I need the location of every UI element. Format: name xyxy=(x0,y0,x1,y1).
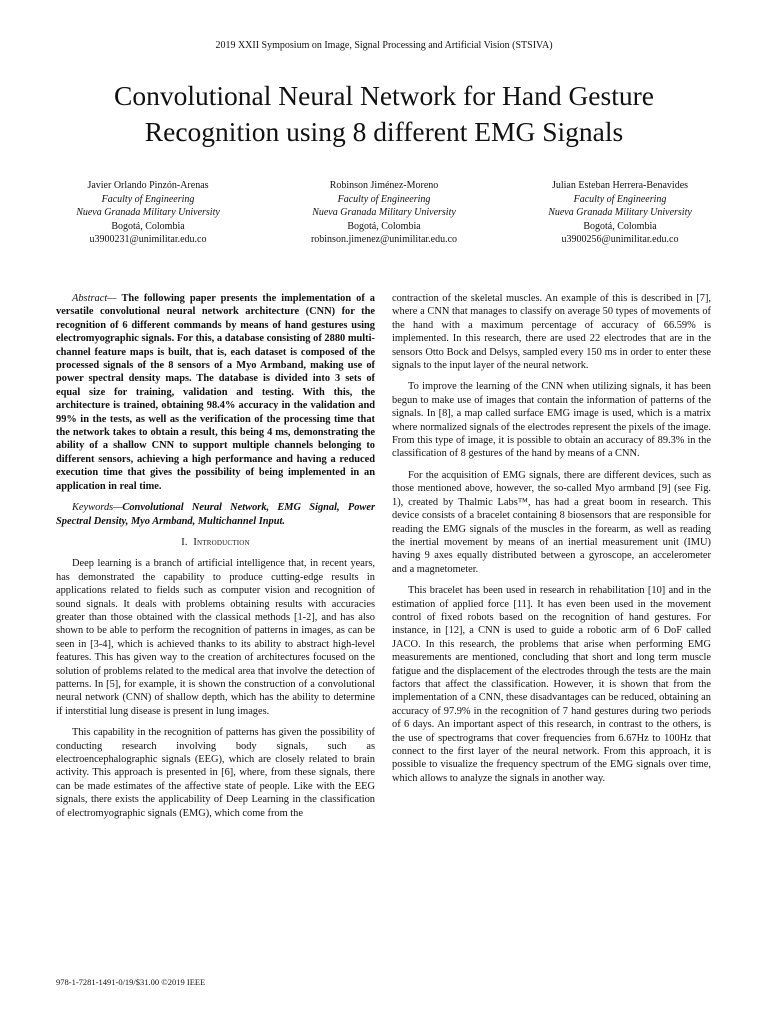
author-name: Julian Esteban Herrera-Benavides xyxy=(551,180,689,191)
body-paragraph: Deep learning is a branch of artificial intelligence that, in recent years, has demonstrated the capability to produce cutting-edge results in applications related to fields such as computer vision and recognition of sound signals. It deals with problems obtaining results with accuracies greater than those obtained with the classical methods [1-2], and has also shown to be able to perform the recognition of patterns in images, as can be seen in [3-4], which is achieved thanks to its ability to abstract high-level features. This has given way to the creation of architectures focused on the solution of problems related to the medical area that involve the detection of patterns. In [5], for example, it is shown the construction of a convolutional neural network (CNN) of shallow depth, which has the ability to determine if interstitial lung disease is present in lung images. xyxy=(56,558,375,717)
copyright-footer: 978-1-7281-1491-0/19/$31.00 ©2019 IEEE xyxy=(56,977,206,987)
author-email[interactable]: u3900231@unimilitar.edu.co xyxy=(89,234,207,246)
body-paragraph: This capability in the recognition of patterns has given the possibility of conducting research involving body signals, such as electroencephalographic signals (EEG), which are closely related to brain activity. This approach is presented in [6], where, from these signals, there can be made estimates of the affective state of people. Like with the EEG signals, there exists the applicability of Deep Learning in the classification of electromyographic signals (EMG), which come from the xyxy=(56,727,375,819)
author-block xyxy=(30,179,738,247)
author-city: Bogotá, Colombia xyxy=(111,220,185,232)
body-paragraph: For the acquisition of EMG signals, there are different devices, such as those mentioned above, however, the so-called Myo armband [9] (see Fig. 1), created by Thalmic Labs™, has had a great boom in research. This device consists of a bracelet containing 8 biosensors that are responsible for reading the EMG signals of the muscles in the forearm, as well as reading the inertial movement by means of an inertial measurement unit (IMU) having 9 axes equally distributed between a gyroscope, an accelerometer and a magnetometer. xyxy=(392,469,711,575)
conference-header: 2019 XXII Symposium on Image, Signal Processing and Artificial Vision (STSIVA) xyxy=(215,40,553,51)
author-email[interactable]: robinson.jimenez@unimilitar.edu.co xyxy=(310,234,458,246)
author-email[interactable]: u3900256@unimilitar.edu.co xyxy=(561,234,679,246)
author-city: Bogotá, Colombia xyxy=(583,220,657,232)
keywords xyxy=(56,501,375,528)
title-line-1: Convolutional Neural Network for Hand Gesture xyxy=(114,80,654,111)
section-heading-introduction: I. Introduction xyxy=(181,536,250,548)
abstract-text: The following paper presents the implementation of a versatile convolutional neural network architecture (CNN) for the recognition of 6 different commands by means of hand gestures using electromyographic signals. For this, a database consisting of 2880 multi-channel feature maps is built, that is, each dataset is composed of the processed signals of the 8 sensors of a Myo Armband, making use of power spectral density maps. The database is divided into 3 sets of equal size for training, validation and testing. With this, the architecture is trained, obtaining 98.4% accuracy in the validation and 99% in the tests, as well as the verification of the processing time that the network takes to obtain a result, this being 4 ms, demonstrating the ability of a shallow CNN to support multiple channels belonging to different sensors, achieving a high performance and having a reduced execution time that gives the possibility of being implemented in an application in real time. xyxy=(56,293,375,492)
author-university: Nueva Granada Military University xyxy=(548,207,692,219)
title-line-2: Recognition using 8 different EMG Signals xyxy=(144,116,624,147)
author-faculty: Faculty of Engineering xyxy=(337,193,431,205)
author-name: Javier Orlando Pinzón-Arenas xyxy=(87,180,209,191)
paper-title xyxy=(40,78,728,150)
left-column xyxy=(56,292,375,828)
abstract-label: Abstract— xyxy=(72,293,122,304)
body-paragraph: This bracelet has been used in research in rehabilitation [10] and in the estimation of applied force [11]. It has even been used in the movement control of fixed robots based on the recognition of hand gestures. For instance, in [12], a CNN is used to guide a robotic arm of 6 DoF called JACO. In this research, the problems that arise when performing EMG measurements are mentioned, concluding that short and long term muscle fatigue and the displacement of the electrodes through the tests are the main factors that affect the classification. However, it is shown that from the implementation of a CNN, these disadvantages can be reduced, obtaining an accuracy of 97.9% in the recognition of 7 hand gestures during two periods of 6 days. An important aspect of this research, in contrast to the others, is the use of spectrograms that cover frequencies from 6.67Hz to 100Hz that connect to the first layer of the neural network. From this approach, it is possible to visualize the frequency spectrum of the EMG signals over time, which allows to analyze the signals in another way. xyxy=(392,585,711,784)
right-column xyxy=(392,292,711,793)
author-2 xyxy=(266,179,502,247)
author-university: Nueva Granada Military University xyxy=(312,207,456,219)
author-faculty: Faculty of Engineering xyxy=(573,193,667,205)
author-3 xyxy=(502,179,738,247)
author-name: Robinson Jiménez-Moreno xyxy=(329,180,439,191)
author-university: Nueva Granada Military University xyxy=(76,207,220,219)
author-1 xyxy=(30,179,266,247)
body-paragraph: contraction of the skeletal muscles. An example of this is described in [7], where a CNN that manages to classify on average 50 types of movements of the hand with a maximum percentage of accuracy of 66.59% is implemented. In this research, there are used 22 electrodes that are in the sensors Otto Bock and Delsys, sampled every 150 ms in order to enter these signals to the input layer of the neural network. xyxy=(392,293,711,372)
keywords-text: Convolutional Neural Network, EMG Signal, Power Spectral Density, Myo Armband, Multichannel Input. xyxy=(56,502,375,527)
keywords-label: Keywords— xyxy=(72,502,123,514)
body-paragraph: To improve the learning of the CNN when utilizing signals, it has been begun to make use of images that contain the information of patterns of the signals. In [8], a map called surface EMG image is used, which is a matrix where normalized signals of the electrodes represent the pixels of the image. From this type of image, it is possible to obtain an accuracy of 89.3% in the classification of 8 gestures of the hand by means of a CNN. xyxy=(392,381,711,460)
author-faculty: Faculty of Engineering xyxy=(101,193,195,205)
abstract xyxy=(56,292,375,493)
author-city: Bogotá, Colombia xyxy=(347,220,421,232)
